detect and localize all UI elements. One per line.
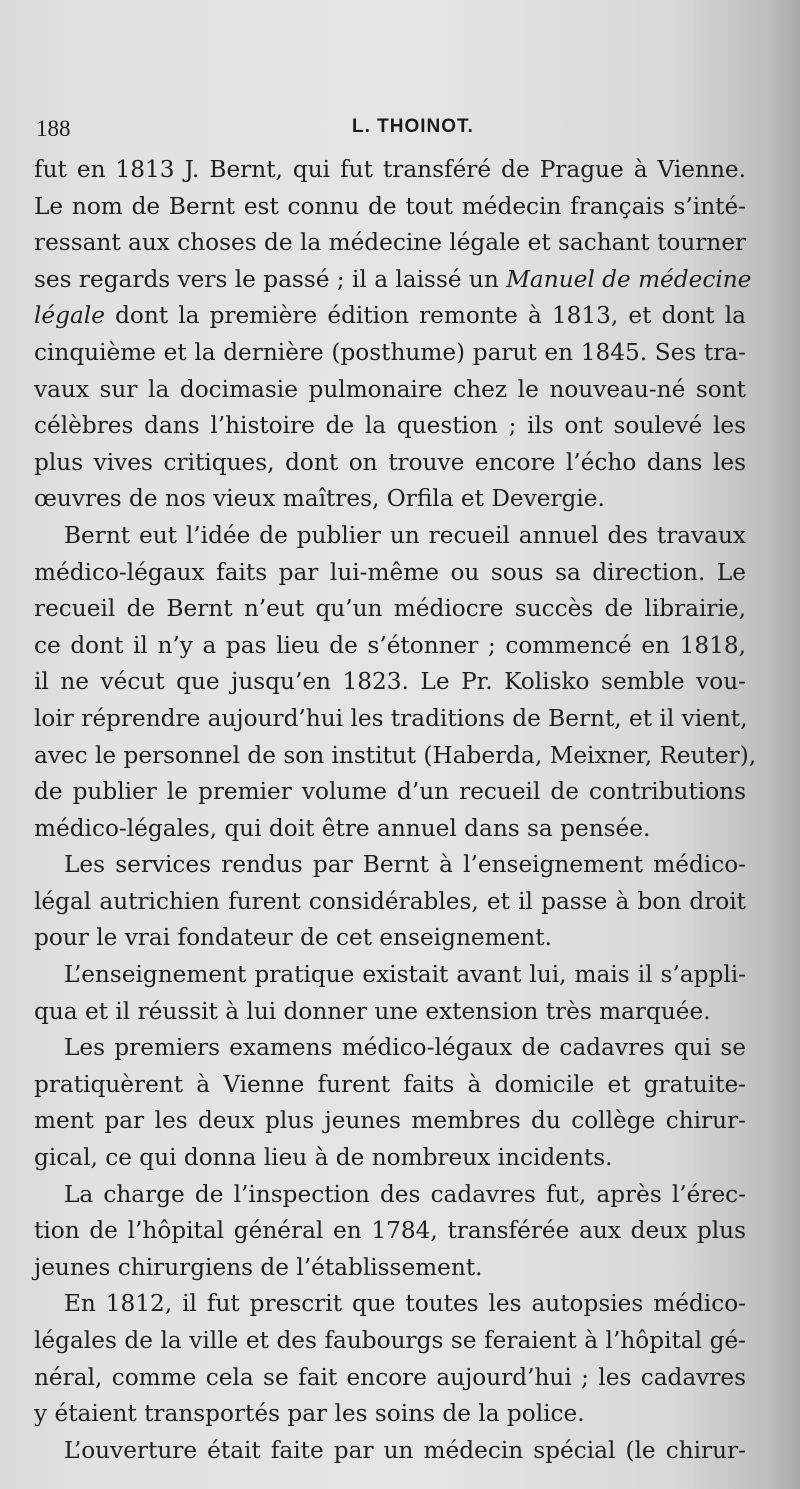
text-line: Bernt eut l’idée de publier un recueil annuel des travaux [64, 521, 746, 549]
text-line: pour le vrai fondateur de cet enseignement. [34, 924, 552, 952]
page-number: 188 [36, 116, 71, 141]
text-line: Le nom de Bernt est connu de tout médecin français s’inté- [34, 192, 746, 220]
paragraph [34, 1433, 746, 1470]
text-line: jeunes chirurgiens de l’établissement. [34, 1253, 483, 1281]
text-line: plus vives critiques, dont on trouve encore l’écho dans les [34, 448, 746, 476]
text-line: célèbres dans l’histoire de la question ; ils ont soulevé les [34, 412, 746, 440]
running-head: L. THOINOT. [352, 116, 474, 137]
text-line: néral, comme cela se fait encore aujourd’hui ; les cadavres [34, 1363, 746, 1391]
text-line: légal autrichien furent considérables, et il passe à bon droit [34, 887, 746, 915]
paragraph [34, 847, 746, 957]
text-line: gical, ce qui donna lieu à de nombreux incidents. [34, 1144, 613, 1172]
text-line: légales de la ville et des faubourgs se feraient à l’hôpital gé- [34, 1327, 746, 1354]
text-line: avec le personnel de son institut (Haberda, Meixner, Reuter), [34, 741, 757, 769]
text-line: Les premiers examens médico-légaux de cadavres qui se [64, 1034, 746, 1062]
text-line: fut en 1813 J. Bernt, qui fut transféré de Prague à Vienne. [34, 156, 746, 183]
text-line: tion de l’hôpital général en 1784, transférée aux deux plus [34, 1217, 746, 1245]
paragraph [34, 1286, 746, 1432]
text-line: Les services rendus par Bernt à l’enseignement médico- [64, 851, 746, 879]
text-line: ment par les deux plus jeunes membres du collège chirur- [34, 1107, 746, 1135]
text-line: légale dont la première édition remonte à 1813, et dont la [34, 302, 746, 330]
paragraph [34, 1030, 746, 1176]
text-line: vaux sur la docimasie pulmonaire chez le nouveau-né sont [34, 375, 746, 403]
page-header [36, 112, 740, 144]
text-line: recueil de Bernt n’eut qu’un médiocre succès de librairie, [34, 595, 746, 623]
text-line: y étaient transportés par les soins de la police. [34, 1400, 585, 1428]
text-line: L’enseignement pratique existait avant lui, mais il s’appli- [64, 961, 746, 989]
text-line: ce dont il n’y a pas lieu de s’étonner ; commencé en 1818, [34, 631, 746, 659]
text-line: il ne vécut que jusqu’en 1823. Le Pr. Kolisko semble vou- [34, 668, 746, 696]
text-line: La charge de l’inspection des cadavres fut, après l’érec- [64, 1180, 746, 1208]
text-line: pratiquèrent à Vienne furent faits à domicile et gratuite- [34, 1070, 746, 1098]
text-line: médico-légales, qui doit être annuel dans sa pensée. [34, 814, 651, 842]
text-line: ressant aux choses de la médecine légale et sachant tourner [34, 229, 747, 257]
paragraph [34, 518, 757, 847]
text-line: médico-légaux faits par lui-même ou sous sa direction. Le [34, 558, 746, 586]
text-line: œuvres de nos vieux maîtres, Orfila et Devergie. [34, 485, 605, 513]
text-line: En 1812, il fut prescrit que toutes les autopsies médico- [64, 1290, 746, 1318]
text-line: de publier le premier volume d’un recueil de contributions [34, 778, 746, 806]
text-line: ses regards vers le passé ; il a laissé un Manuel de médecine [34, 265, 752, 293]
text-line: cinquième et la dernière (posthume) parut en 1845. Ses tra- [34, 338, 746, 366]
paragraph [34, 1177, 746, 1287]
body-text [34, 152, 757, 1469]
text-line: qua et il réussit à lui donner une extension très marquée. [34, 997, 711, 1025]
paragraph [34, 957, 746, 1030]
paragraph [34, 152, 752, 518]
text-line: loir réprendre aujourd’hui les traditions de Bernt, et il vient, [34, 704, 748, 732]
text-line: L’ouverture était faite par un médecin spécial (le chirur- [64, 1436, 746, 1464]
